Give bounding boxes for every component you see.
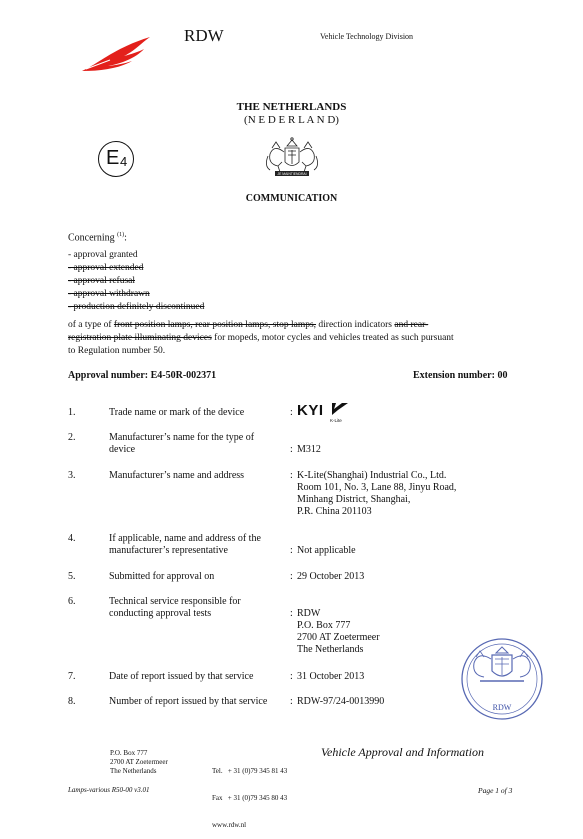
trade-logo-main: KYI	[297, 402, 324, 419]
e-mark-letter: E	[106, 147, 120, 169]
concerning-item: - production definitely discontinued	[68, 302, 205, 312]
approval-number: Approval number: E4-50R-002371	[68, 370, 217, 381]
org-name: RDW	[184, 26, 224, 45]
trade-logo-sub: K-Lite	[330, 418, 342, 423]
stamp-text: RDW	[492, 703, 512, 712]
concerning-item: - approval granted	[68, 250, 138, 260]
rdw-logo-icon	[80, 34, 162, 74]
concerning-label: Concerning $^{(1)}$:	[68, 232, 127, 244]
form-reference: Lamps-various R50-00 v3.01	[68, 786, 150, 794]
coat-ribbon-text: JE MAINTIENDRAI	[277, 172, 307, 176]
trade-logo	[297, 402, 350, 423]
concerning-item: - approval withdrawn	[68, 289, 150, 299]
division-name: Vehicle Technology Division	[320, 32, 414, 41]
concerning-item: - approval refusal	[68, 276, 135, 286]
extension-number: Extension number: 00	[413, 370, 508, 381]
footer-address: P.O. Box 777 2700 AT Zoetermeer The Netherlands	[110, 749, 168, 775]
footer-fax: Fax + 31 (0)79 345 80 43	[212, 794, 288, 802]
communication-heading: COMMUNICATION	[245, 193, 338, 204]
footnote-marker: (1)	[117, 232, 125, 238]
device-type-line: of a type of front position lamps, rear position lamps, stop lamps, direction indicators and rear-	[68, 320, 429, 330]
country-title: THE NETHERLANDS	[236, 101, 347, 113]
footer-tel: Tel. + 31 (0)79 345 81 43	[212, 767, 288, 775]
concerning-item: - approval extended	[68, 263, 144, 273]
footer-web[interactable]: www.rdw.nl	[212, 821, 247, 829]
country-native: (N E D E R L A N D)	[244, 114, 339, 126]
coat-of-arms-icon	[258, 136, 326, 182]
footer-contact	[212, 749, 287, 839]
device-type-line: registration plate illuminating devices for mopeds, motor cycles and vehicles treated as such pursuant	[68, 333, 454, 343]
e-mark-number: 4	[120, 154, 128, 169]
footer-tagline: Vehicle Approval and Information	[321, 745, 484, 759]
page-number: Page 1 of 3	[478, 786, 513, 795]
device-type-line: to Regulation number 50.	[68, 346, 166, 356]
e-mark-icon	[98, 141, 134, 177]
official-stamp-icon	[458, 637, 546, 721]
trade-logo-k-icon	[328, 402, 350, 416]
